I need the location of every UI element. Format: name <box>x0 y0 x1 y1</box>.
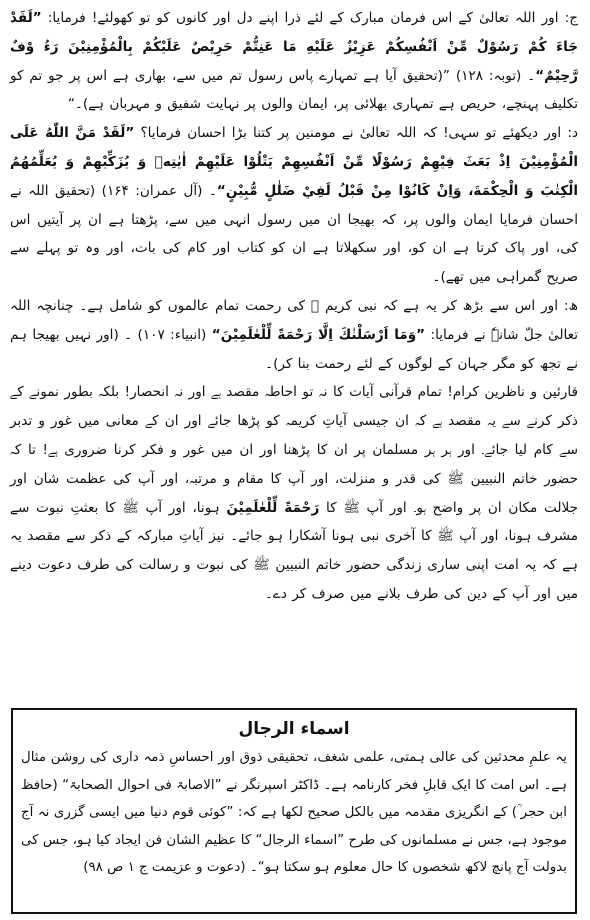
paragraph-d <box>10 119 578 292</box>
box-body-text: یہ علمِ محدثین کی عالی ہمتی، علمی شغف، تحقیقی ذوق اور احساسِ ذمہ داری کی روشن مثال ہے۔ اس امت کا ایک قابلِ فخر کارنامہ ہے۔ ڈاکٹر اسپرنگر نے ”الاصابۃ فی احوال الصحابۃ“ (حافظ ابن حجر ؒ) کے انگریزی مقدمہ میں بالکل صحیح لکھا ہے کہ: ”کوئی قوم دنیا میں ایسی گزری نہ آج موجود ہے، جس نے مسلمانوں کی طرح ”اسماء الرجال“ کا عظیم الشان فن ایجاد کیا ہو، جس کی بدولت آج پانچ لاکھ شخصوں کا حال معلوم ہو سکتا ہو“۔ <box>21 750 567 876</box>
box-citation: (دعوت و عزیمت ج ۱ ص ۹۸) <box>83 860 246 876</box>
paragraph-h <box>10 292 578 378</box>
paragraph-readers <box>10 378 578 608</box>
paragraph-tail: ہونا، اور آپ ﷺ کا بعثتِ نبوت سے مشرف ہونا، اور آپ ﷺ کا آخری نبی ہونا آشکارا ہو جائے۔ نیز آیاتِ مبارکہ کے ذکر سے مقصد یہ ہے کہ یہ امت اپنی ساری زندگی حضور خاتم النبیین ﷺ کی نبوت و رسالت کی طرف دعوت دینے میں اور آپ کے دین کی طرف بلانے میں صرف کر دے۔ <box>10 499 578 602</box>
paragraph-lead: قارئین و ناظرین کرام! تمام قرآنی آیات کا نہ تو احاطہ مقصد ہے اور نہ انحصار! بلکہ بطور نمونے کے ذکر کرنے سے یہ مقصد ہے کہ ان جیسی آیاتِ کریمہ کو پڑھا جائے اور ان کے معانی میں غور و تدبر سے کام لیا جائے۔ اور ہر ہر مسلمان پر ان کا پڑھنا اور ان میں غور و فکر کرنا ضروری ہے! تا کہ حضور خاتم النبیین ﷺ کی قدر و منزلت، اور آپ کا مقام و مرتبہ، اور آپ کی عظمت شان اور جلالت مکان ان پر واضح ہو۔ اور آپ ﷺ کا <box>10 384 578 516</box>
paragraph-translation: ۔ (آل عمران: ۱۶۴) (تحقیق اللہ نے احسان فرمایا ایمان والوں پر، کہ بھیجا ان میں رسول انہی میں سے، پڑھتا ہے ان پر آیتیں اس کی، اور پاک کرتا ہے ان کو، اور سکھلاتا ہے ان کو کتاب اور کام کی بات، اور وہ تو پہلے سے صریح گمراہی میں تھے)۔ <box>10 182 578 286</box>
paragraph-j <box>10 4 578 119</box>
quran-phrase: رَحْمَةً لِّلْعٰلَمِيْنَ <box>226 499 320 516</box>
paragraph-lead: ج: اور اللہ تعالیٰ کے اس فرمان مبارک کے لئے ذرا اپنے دل اور کانوں کو تو کھولئے! فرمایا: <box>41 10 578 26</box>
box-title: اسماء الرجال <box>238 719 350 739</box>
quran-verse: ”وَمَا اَرْسَلْنٰكَ اِلَّا رَحْمَةً لِّلْعٰلَمِيْنَ“ <box>211 326 426 343</box>
quran-verse: ”لَقَدْ جَاءَ كُمْ رَسُوْلٌ مِّنْ اَنْفُسِكُمْ عَزِيْزٌ عَلَيْهِ مَا عَنِتُّمْ حَرِيْصٌ عَلَيْكُمْ بِالْمُؤْمِنِيْنَ رَءُ وْفٌ رَّحِيْمٌ“ <box>10 10 578 84</box>
quran-verse: ”لَقَدْ مَنَّ اللّٰهُ عَلَى الْمُؤْمِنِيْنَ اِذْ بَعَثَ فِيْهِمْ رَسُوْلًا مِّنْ اَنْفُسِهِمْ يَتْلُوْا عَلَيْهِمْ اٰيٰتِهٖ وَ يُزَكِّيْهِمْ وَ يُعَلِّمُهُمُ الْكِتٰبَ وَ الْحِكْمَةَ، وَاِنْ كَانُوْا مِنْ قَبْلُ لَفِيْ ضَلٰلٍ مُّبِيْنٍ“ <box>10 125 578 199</box>
paragraph-lead: د: اور دیکھئے تو سہی! کہ اللہ تعالیٰ نے مومنین پر کتنا بڑا احسان فرمایا؟ <box>134 125 578 142</box>
main-text <box>10 4 578 609</box>
paragraph-lead: ھ: اور اس سے بڑھ کر یہ ہے کہ نبی کریم ﷺ کی رحمت تمام عالموں کو شامل ہے۔ چنانچہ اللہ تعالیٰ جلّ شانہٗ نے فرمایا: <box>10 297 578 343</box>
asma-ur-rijal-box <box>11 708 577 914</box>
paragraph-translation: ۔ (توبہ: ۱۲۸) ”(تحقیق آیا ہے تمہارے پاس رسول تم میں سے، بھاری ہے اس پر جو تم کو تکلیف پہنچے، حریص ہے تمہاری بھلائی پر، ایمان والوں پر نہایت شفیق و مہربان ہے)۔“ <box>10 67 578 113</box>
box-body <box>21 744 567 882</box>
paragraph-translation: (انبیاء: ۱۰۷) ۔ (اور نہیں بھیجا ہم نے تجھ کو مگر جہان کے لوگوں کے لئے رحمت بنا کر)۔ <box>10 326 578 372</box>
